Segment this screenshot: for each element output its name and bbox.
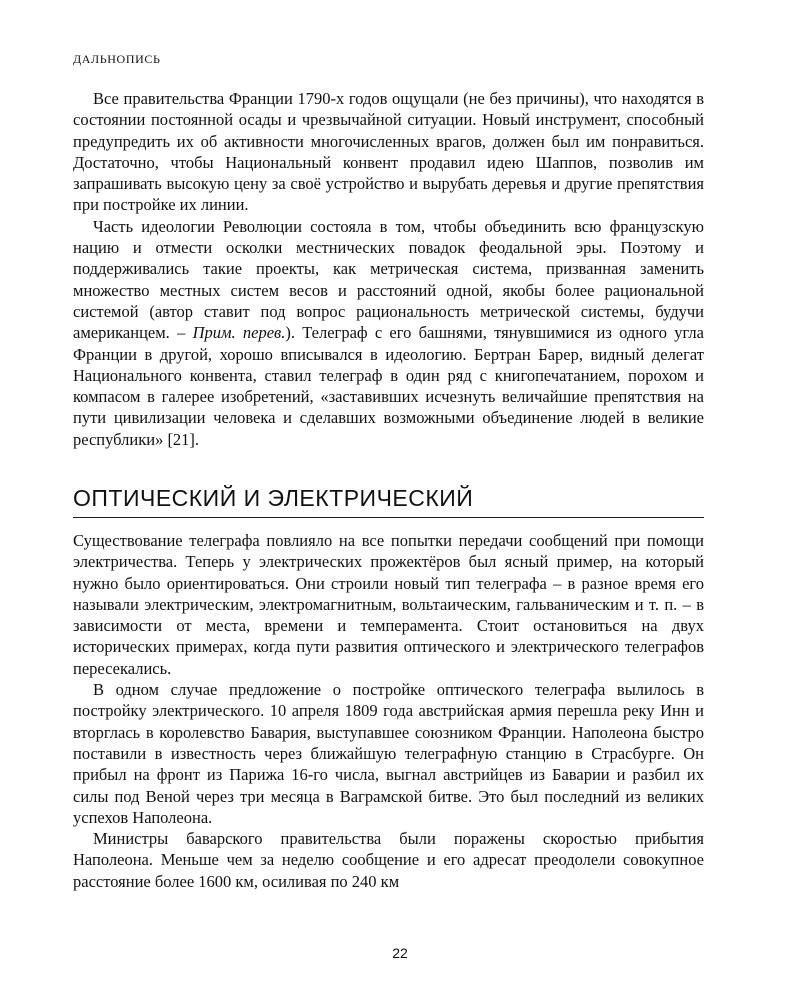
page-number: 22 — [392, 945, 408, 961]
paragraph-text: ). Телеграф с его башнями, тянувшимися из одного угла Франции в другой, хорошо вписывался в идеологию. Бертран Барер, видный делегат Национального конвента, ставил телеграф в один ряд с книгопечатанием, порохом и компасом в галерее изобретений, «заставивших исчезнуть величайшие препятствия на пути цивилизации человека и сделавших возможными объединение людей в великие республики» [21]. — [73, 323, 704, 449]
paragraph — [73, 216, 704, 450]
text-block-top — [73, 88, 704, 450]
translator-note: Прим. перев. — [192, 323, 286, 343]
paragraph: В одном случае предложение о постройке оптического телеграфа вылилось в постройку электрического. 10 апреля 1809 года австрийская армия перешла реку Инн и вторглась в королевство Бавария, выступавшее союзником Франции. Наполеона быстро поставили в известность через ближайшую телеграфную станцию в Страсбурге. Он прибыл на фронт из Парижа 16-го числа, выгнал австрийцев из Баварии и разбил их силы под Веной через три месяца в Ваграмской битве. Это был последний из великих успехов Наполеона. — [73, 680, 704, 827]
text-block-bottom — [73, 530, 704, 892]
paragraph: Существование телеграфа повлияло на все попытки передачи сообщений при помощи электричества. Теперь у электрических прожектёров был ясный пример, на который нужно было ориентироваться. Они строили новый тип телеграфа – в разное время его называли электрическим, электромагнитным, вольтаическим, гальваническим и т. п. – в зависимости от места, времени и темперамента. Стоит остановиться на двух исторических примерах, когда пути развития оптического и электрического телеграфов пересекались. — [73, 531, 704, 678]
paragraph: Все правительства Франции 1790-х годов ощущали (не без причины), что находятся в состоянии постоянной осады и чрезвычайной ситуации. Новый инструмент, способный предупредить их об активности многочисленных врагов, должен был им понравиться. Достаточно, чтобы Национальный конвент продавил идею Шаппов, позволив им запрашивать высокую цену за своё устройство и вырубать деревья и другие препятствия при постройке их линии. — [73, 89, 704, 215]
section-heading: ОПТИЧЕСКИЙ И ЭЛЕКТРИЧЕСКИЙ — [73, 484, 704, 518]
paragraph: Министры баварского правительства были поражены скоростью прибытия Наполеона. Меньше чем за неделю сообщение и его адресат преодолели совокупное расстояние более 1600 км, осиливая по 240 км — [73, 829, 704, 891]
paragraph-text: Часть идеологии Революции состояла в том, чтобы объединить всю французскую нацию и отмести осколки местнических повадок феодальной эры. Поэтому и поддерживались такие проекты, как метрическая система, призванная заменить множество местных систем весов и расстояний одной, якобы более рациональной системой (автор ставит под вопрос рациональность метрической системы, будучи американцем. – — [73, 216, 704, 343]
running-head: ДАЛЬНОПИСЬ — [73, 52, 161, 66]
